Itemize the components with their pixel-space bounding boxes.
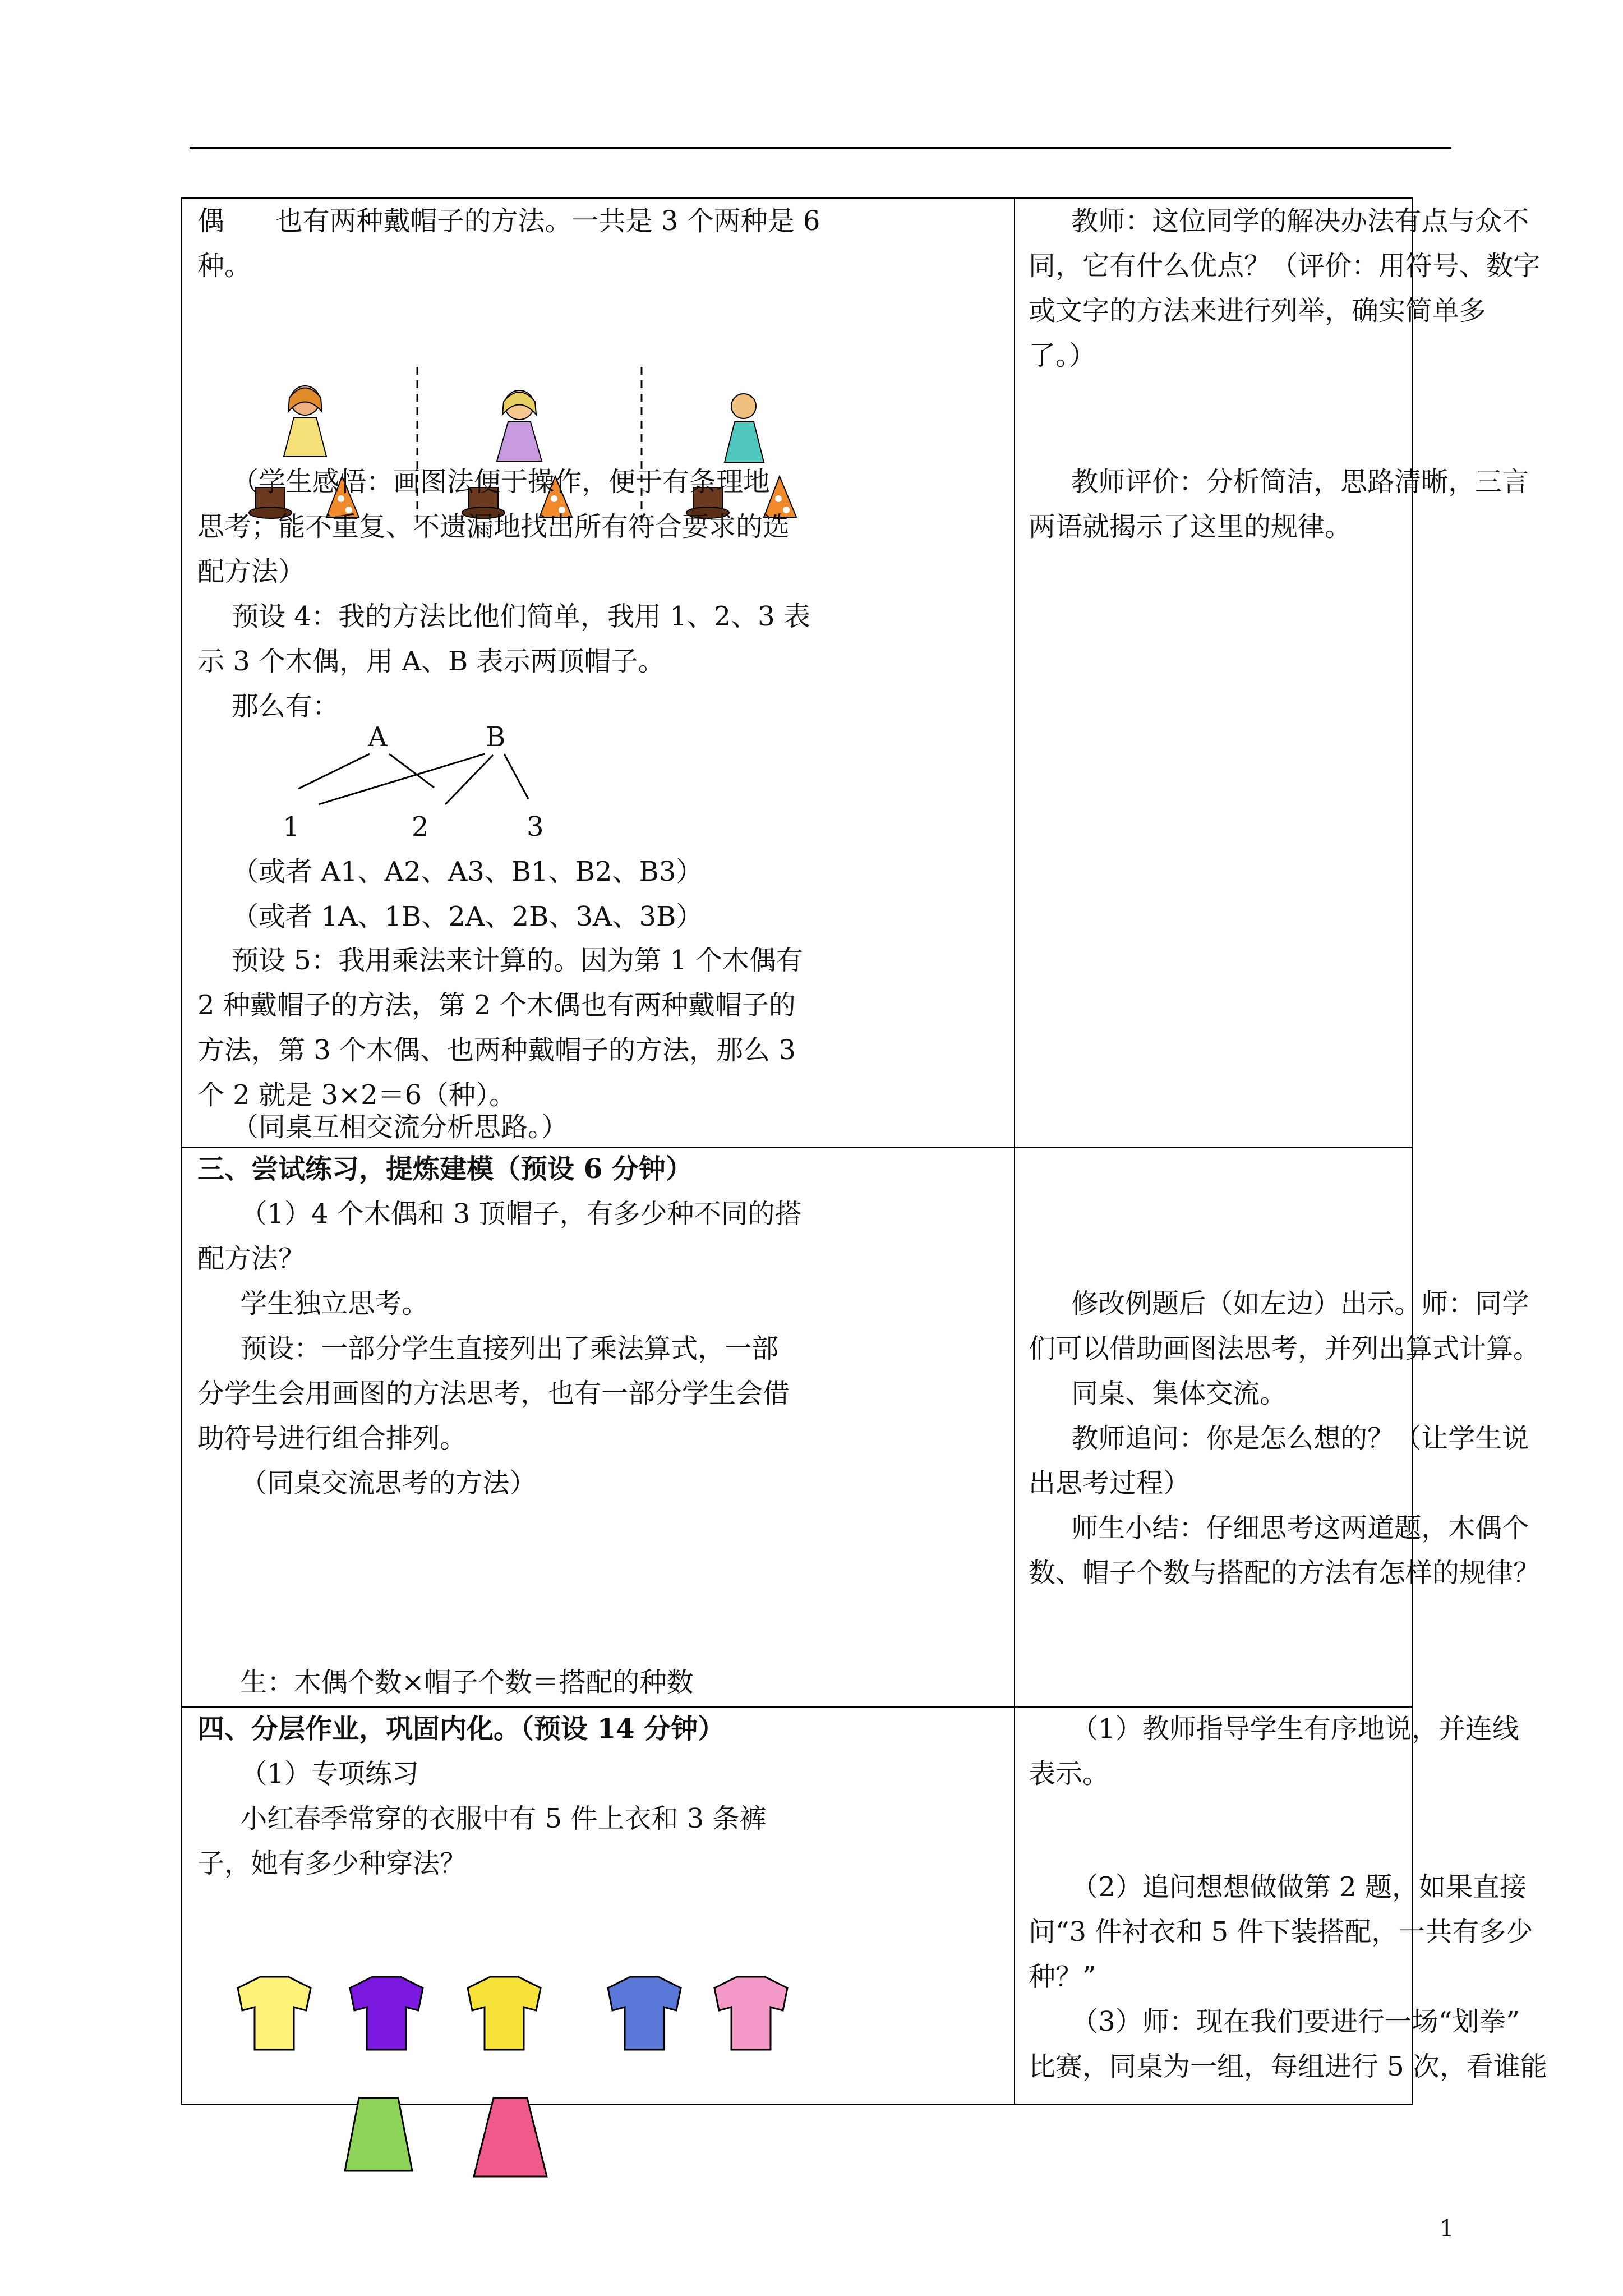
column-divider [1014,199,1015,2104]
text-line: 两语就揭示了这里的规律。 [1029,511,1352,542]
text-line: 2 种戴帽子的方法，第 2 个木偶也有两种戴帽子的 [197,990,796,1021]
text-line: 方法，第 3 个木偶、也两种戴帽子的方法，那么 3 [197,1034,796,1066]
text-line: （或者 A1、A2、A3、B1、B2、B3） [197,856,703,887]
puppet-icon [284,386,326,457]
text-line: 比赛，同桌为一组，每组进行 5 次，看谁能 [1029,2051,1548,2082]
text-line: 预设 5：我用乘法来计算的。因为第 1 个木偶有 [197,945,803,976]
text-line: 个 2 就是 3×2＝6（种）。 [197,1079,517,1111]
puppet-icon [725,394,764,462]
diagram-label-2: 2 [412,811,429,843]
shirt-icon [350,1977,423,2050]
text-line: 师生小结：仔细思考这两道题，木偶个 [1029,1512,1529,1544]
text-line: （或者 1A、1B、2A、2B、3A、3B） [197,901,703,932]
diagram-label-1: 1 [283,811,300,843]
page-number: 1 [1440,2216,1454,2242]
text-line: （2）追问想想做做第 2 题，如果直接 [1029,1871,1527,1903]
text-line: （3）师：现在我们要进行一场“划拳” [1029,2006,1520,2037]
text-line: 偶 也有两种戴帽子的方法。一共是 3 个两种是 6 [197,205,820,237]
shirt-icon [608,1977,681,2050]
skirt-icon [474,2098,547,2177]
shirt-icon [714,1977,787,2050]
text-line: 小红春季常穿的衣服中有 5 件上衣和 3 条裤 [197,1803,767,1834]
pairing-lines-diagram [182,748,743,816]
diagram-label-a: A [368,721,388,753]
text-line: 教师评价：分析简洁，思路清晰，三言 [1029,466,1529,498]
text-line: 生：木偶个数×帽子个数＝搭配的种数 [197,1667,694,1698]
text-line: （1）专项练习 [197,1758,419,1789]
text-line: （同桌互相交流分析思路。） [197,1111,569,1143]
lesson-table [181,197,1548,2105]
text-line: 问“3 件衬衣和 5 件下装搭配，一共有多少 [1029,1916,1533,1948]
skirt-icon [345,2098,412,2171]
shirts-illustration [182,1966,1012,2078]
diagram-label-3: 3 [527,811,544,843]
text-line: 助符号进行组合排列。 [197,1423,467,1454]
text-line: （学生感悟：画图法便于操作，便于有条理地 [197,466,771,498]
text-line: 表示。 [1029,1758,1110,1789]
text-line: 子，她有多少种穿法？ [197,1848,467,1879]
shirt-icon [468,1977,541,2050]
text-line: 种？” [1029,1961,1096,1993]
text-line: 了。） [1029,340,1096,371]
skirts-illustration [336,2087,572,2188]
text-line: 分学生会用画图的方法思考，也有一部分学生会借 [197,1378,790,1409]
text-line: 那么有： [197,691,340,722]
shirt-icon [238,1977,311,2050]
text-line: 种。 [197,250,252,282]
text-line: 同桌、集体交流。 [1029,1378,1287,1409]
text-line: （1）教师指导学生有序地说，并连线 [1029,1713,1519,1745]
text-line: 配方法？ [197,1243,306,1274]
text-line: 思考；能不重复、不遗漏地找出所有符合要求的选 [197,511,790,542]
text-line: 们可以借助画图法思考，并列出算式计算。 [1029,1333,1541,1364]
text-line: 示 3 个木偶，用 A、B 表示两顶帽子。 [197,646,665,677]
text-line: 配方法） [197,556,306,587]
text-line: 预设 4：我的方法比他们简单，我用 1、2、3 表 [197,601,810,632]
text-line: 或文字的方法来进行列举，确实简单多 [1029,295,1487,326]
diagram-label-b: B [486,721,506,753]
text-line: 同，它有什么优点？（评价：用符号、数字 [1029,250,1541,282]
text-line: 预设：一部分学生直接列出了乘法算式，一部 [197,1333,779,1364]
text-line: （同桌交流思考的方法） [197,1467,537,1499]
text-line: 出思考过程） [1029,1467,1191,1499]
header-rule [190,147,1451,149]
text-line: （1）4 个木偶和 3 顶帽子，有多少种不同的搭 [197,1198,802,1230]
puppet-icon [497,390,542,461]
text-line: 学生独立思考。 [197,1288,429,1319]
text-line: 数、帽子个数与搭配的方法有怎样的规律？ [1029,1557,1541,1589]
text-line: 修改例题后（如左边）出示。师：同学 [1029,1288,1529,1319]
section-heading: 三、尝试练习，提炼建模（预设 6 分钟） [197,1153,693,1185]
section-heading: 四、分层作业，巩固内化。（预设 14 分钟） [197,1713,725,1745]
text-line: 教师追问：你是怎么想的？（让学生说 [1029,1423,1529,1454]
text-line: 教师：这位同学的解决办法有点与众不 [1029,205,1529,237]
